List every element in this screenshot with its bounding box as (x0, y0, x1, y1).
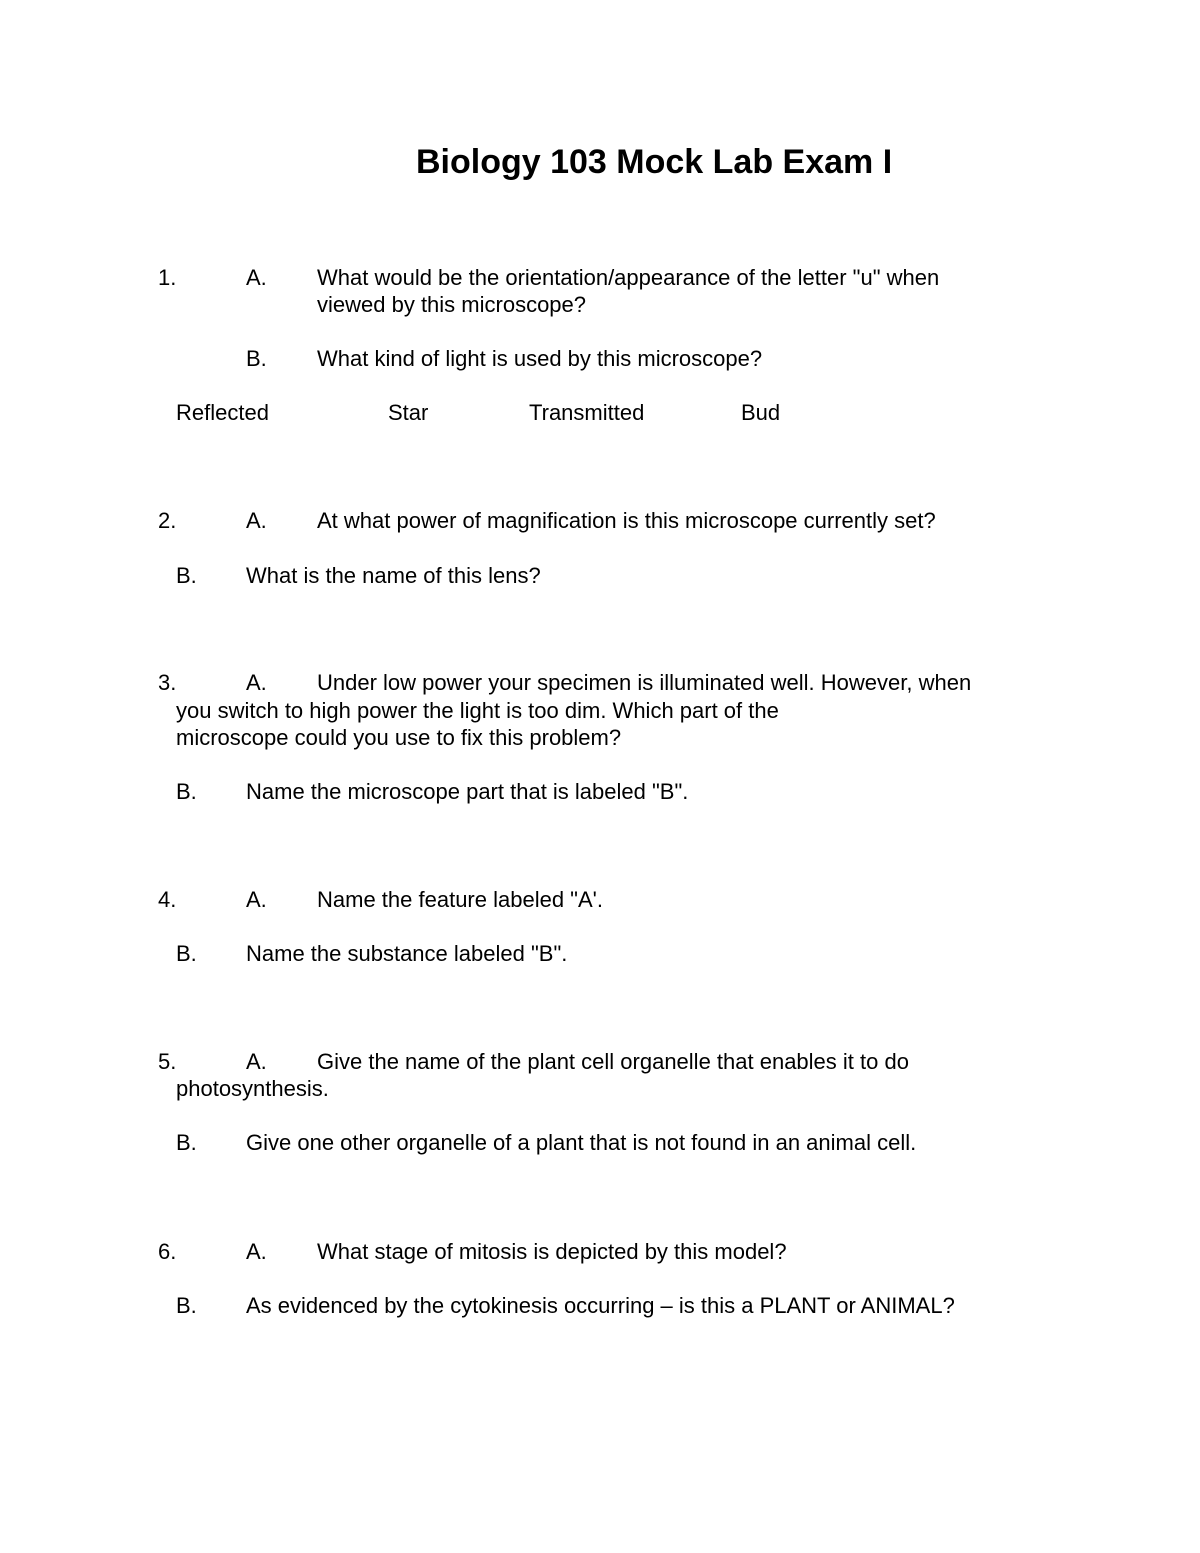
answer-choice-star: Star (388, 400, 429, 425)
question-3-part-a-line-3: microscope could you use to fix this problem? (176, 725, 622, 750)
question-3-part-a-line-2: you switch to high power the light is too dim. Which part of the (176, 698, 779, 723)
question-3-part-b-label: B. (176, 779, 197, 804)
question-1-part-b-label: B. (246, 346, 267, 371)
question-1-part-b-text: What kind of light is used by this microscope? (317, 346, 763, 371)
page-title: Biology 103 Mock Lab Exam I (416, 143, 893, 181)
question-4-part-a-label: A. (246, 887, 267, 912)
answer-choice-reflected: Reflected (176, 400, 269, 425)
question-5-part-a-line-2: photosynthesis. (176, 1076, 329, 1101)
question-3-part-b-text: Name the microscope part that is labeled "B". (246, 779, 689, 804)
answer-choice-transmitted: Transmitted (529, 400, 645, 425)
question-5-part-b-label: B. (176, 1130, 197, 1155)
question-6-number: 6. (158, 1239, 177, 1264)
question-6-part-b-label: B. (176, 1293, 197, 1318)
question-1-part-a-line-1: What would be the orientation/appearance of the letter "u" when (317, 265, 940, 290)
question-3-number: 3. (158, 670, 177, 695)
question-2-number: 2. (158, 508, 177, 533)
question-4-part-b-text: Name the substance labeled "B". (246, 941, 568, 966)
question-5-part-a-label: A. (246, 1049, 267, 1074)
question-1-part-a-label: A. (246, 265, 267, 290)
question-3-part-a-line-1: Under low power your specimen is illuminated well. However, when (317, 670, 972, 695)
question-2-part-a-label: A. (246, 508, 267, 533)
question-2-part-b-label: B. (176, 563, 197, 588)
question-1-number: 1. (158, 265, 177, 290)
answer-choice-bud: Bud (741, 400, 781, 425)
question-4-part-b-label: B. (176, 941, 197, 966)
question-6-part-a-line-1: What stage of mitosis is depicted by this model? (317, 1239, 787, 1264)
question-2-part-b-text: What is the name of this lens? (246, 563, 541, 588)
question-5-number: 5. (158, 1049, 177, 1074)
question-6-part-a-label: A. (246, 1239, 267, 1264)
question-4-number: 4. (158, 887, 177, 912)
question-5-part-a-line-1: Give the name of the plant cell organelle that enables it to do (317, 1049, 909, 1074)
question-6-part-b-text: As evidenced by the cytokinesis occurring – is this a PLANT or ANIMAL? (246, 1293, 955, 1318)
question-3-part-a-label: A. (246, 670, 267, 695)
question-5-part-b-text: Give one other organelle of a plant that is not found in an animal cell. (246, 1130, 917, 1155)
question-2-part-a-line-1: At what power of magnification is this microscope currently set? (317, 508, 936, 533)
question-1-part-a-line-2: viewed by this microscope? (317, 292, 587, 317)
question-4-part-a-line-1: Name the feature labeled "A'. (317, 887, 603, 912)
